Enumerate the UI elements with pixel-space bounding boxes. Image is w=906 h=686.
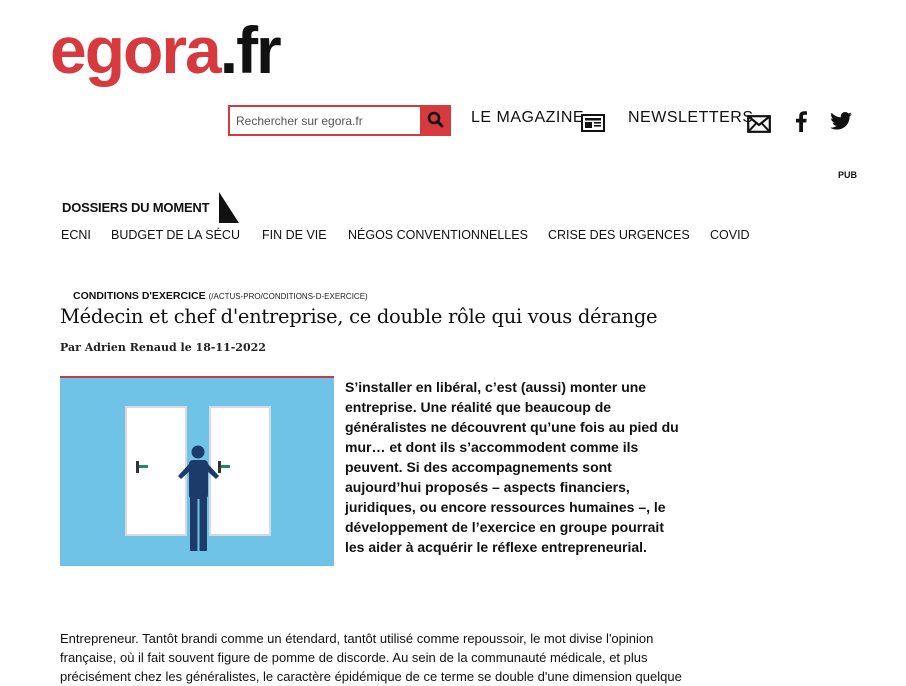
search-icon <box>420 105 451 136</box>
dossiers-triangle-icon <box>218 192 240 224</box>
search-input[interactable] <box>228 105 420 136</box>
article-body: Entrepreneur. Tantôt brandi comme un étendard, tantôt utilisé comme repoussoir, le mot divise l'opinion française, où il fait souvent figure de pomme de discorde. Au sein de la communauté médicale, et plus précisément chez les généralistes, le caractère épidémique de ce terme se double d'une dimension quelque <box>60 631 682 684</box>
category-name[interactable]: CONDITIONS D'EXERCICE <box>73 290 206 302</box>
ad-label: PUB <box>838 170 858 180</box>
newsletters-link[interactable]: NEWSLETTERS <box>628 109 754 126</box>
facebook-icon[interactable] <box>795 111 807 132</box>
egora-logo[interactable] <box>50 10 280 90</box>
topic-ecni[interactable]: ECNI <box>61 228 91 242</box>
twitter-icon[interactable] <box>830 112 852 130</box>
topic-budget-secu[interactable]: BUDGET DE LA SÉCU <box>111 228 240 242</box>
logo-tld: .fr <box>219 13 280 87</box>
article-lead: S’installer en libéral, c’est (aussi) monter une entreprise. Une réalité que beaucoup de généralistes ne découvrent qu’une fois au pied du mur… et dont ils s’accommodent comme ils peuvent. Si des accompagnements sont aujourd’hui proposés – aspects financiers, juridiques, ou encore ressources humaines –, le développement de l’exercice en groupe pourrait les aider à acquérir le réflexe entrepreneurial. <box>345 379 679 555</box>
search-bar <box>228 105 451 136</box>
article-byline: Par Adrien Renaud le 18-11-2022 <box>60 341 266 354</box>
search-button[interactable] <box>420 105 451 136</box>
envelope-icon[interactable] <box>747 115 771 133</box>
dossiers-title: DOSSIERS DU MOMENT <box>62 200 210 215</box>
article-title: Médecin et chef d'entreprise, ce double rôle qui vous dérange <box>60 305 658 328</box>
topic-crise-urgences[interactable]: CRISE DES URGENCES <box>548 228 690 242</box>
category-path: (/ACTUS-PRO/CONDITIONS-D-EXERCICE) <box>208 292 368 301</box>
logo-main: egora <box>50 13 220 87</box>
article-hero-illustration <box>60 376 334 566</box>
topic-fin-de-vie[interactable]: FIN DE VIE <box>262 228 327 242</box>
topic-negos-conventionnelles[interactable]: NÉGOS CONVENTIONNELLES <box>348 228 528 242</box>
magazine-link[interactable]: LE MAGAZINE <box>471 109 585 126</box>
topic-covid[interactable]: COVID <box>710 228 750 242</box>
article-category[interactable] <box>73 286 368 304</box>
magazine-icon[interactable] <box>581 114 605 132</box>
